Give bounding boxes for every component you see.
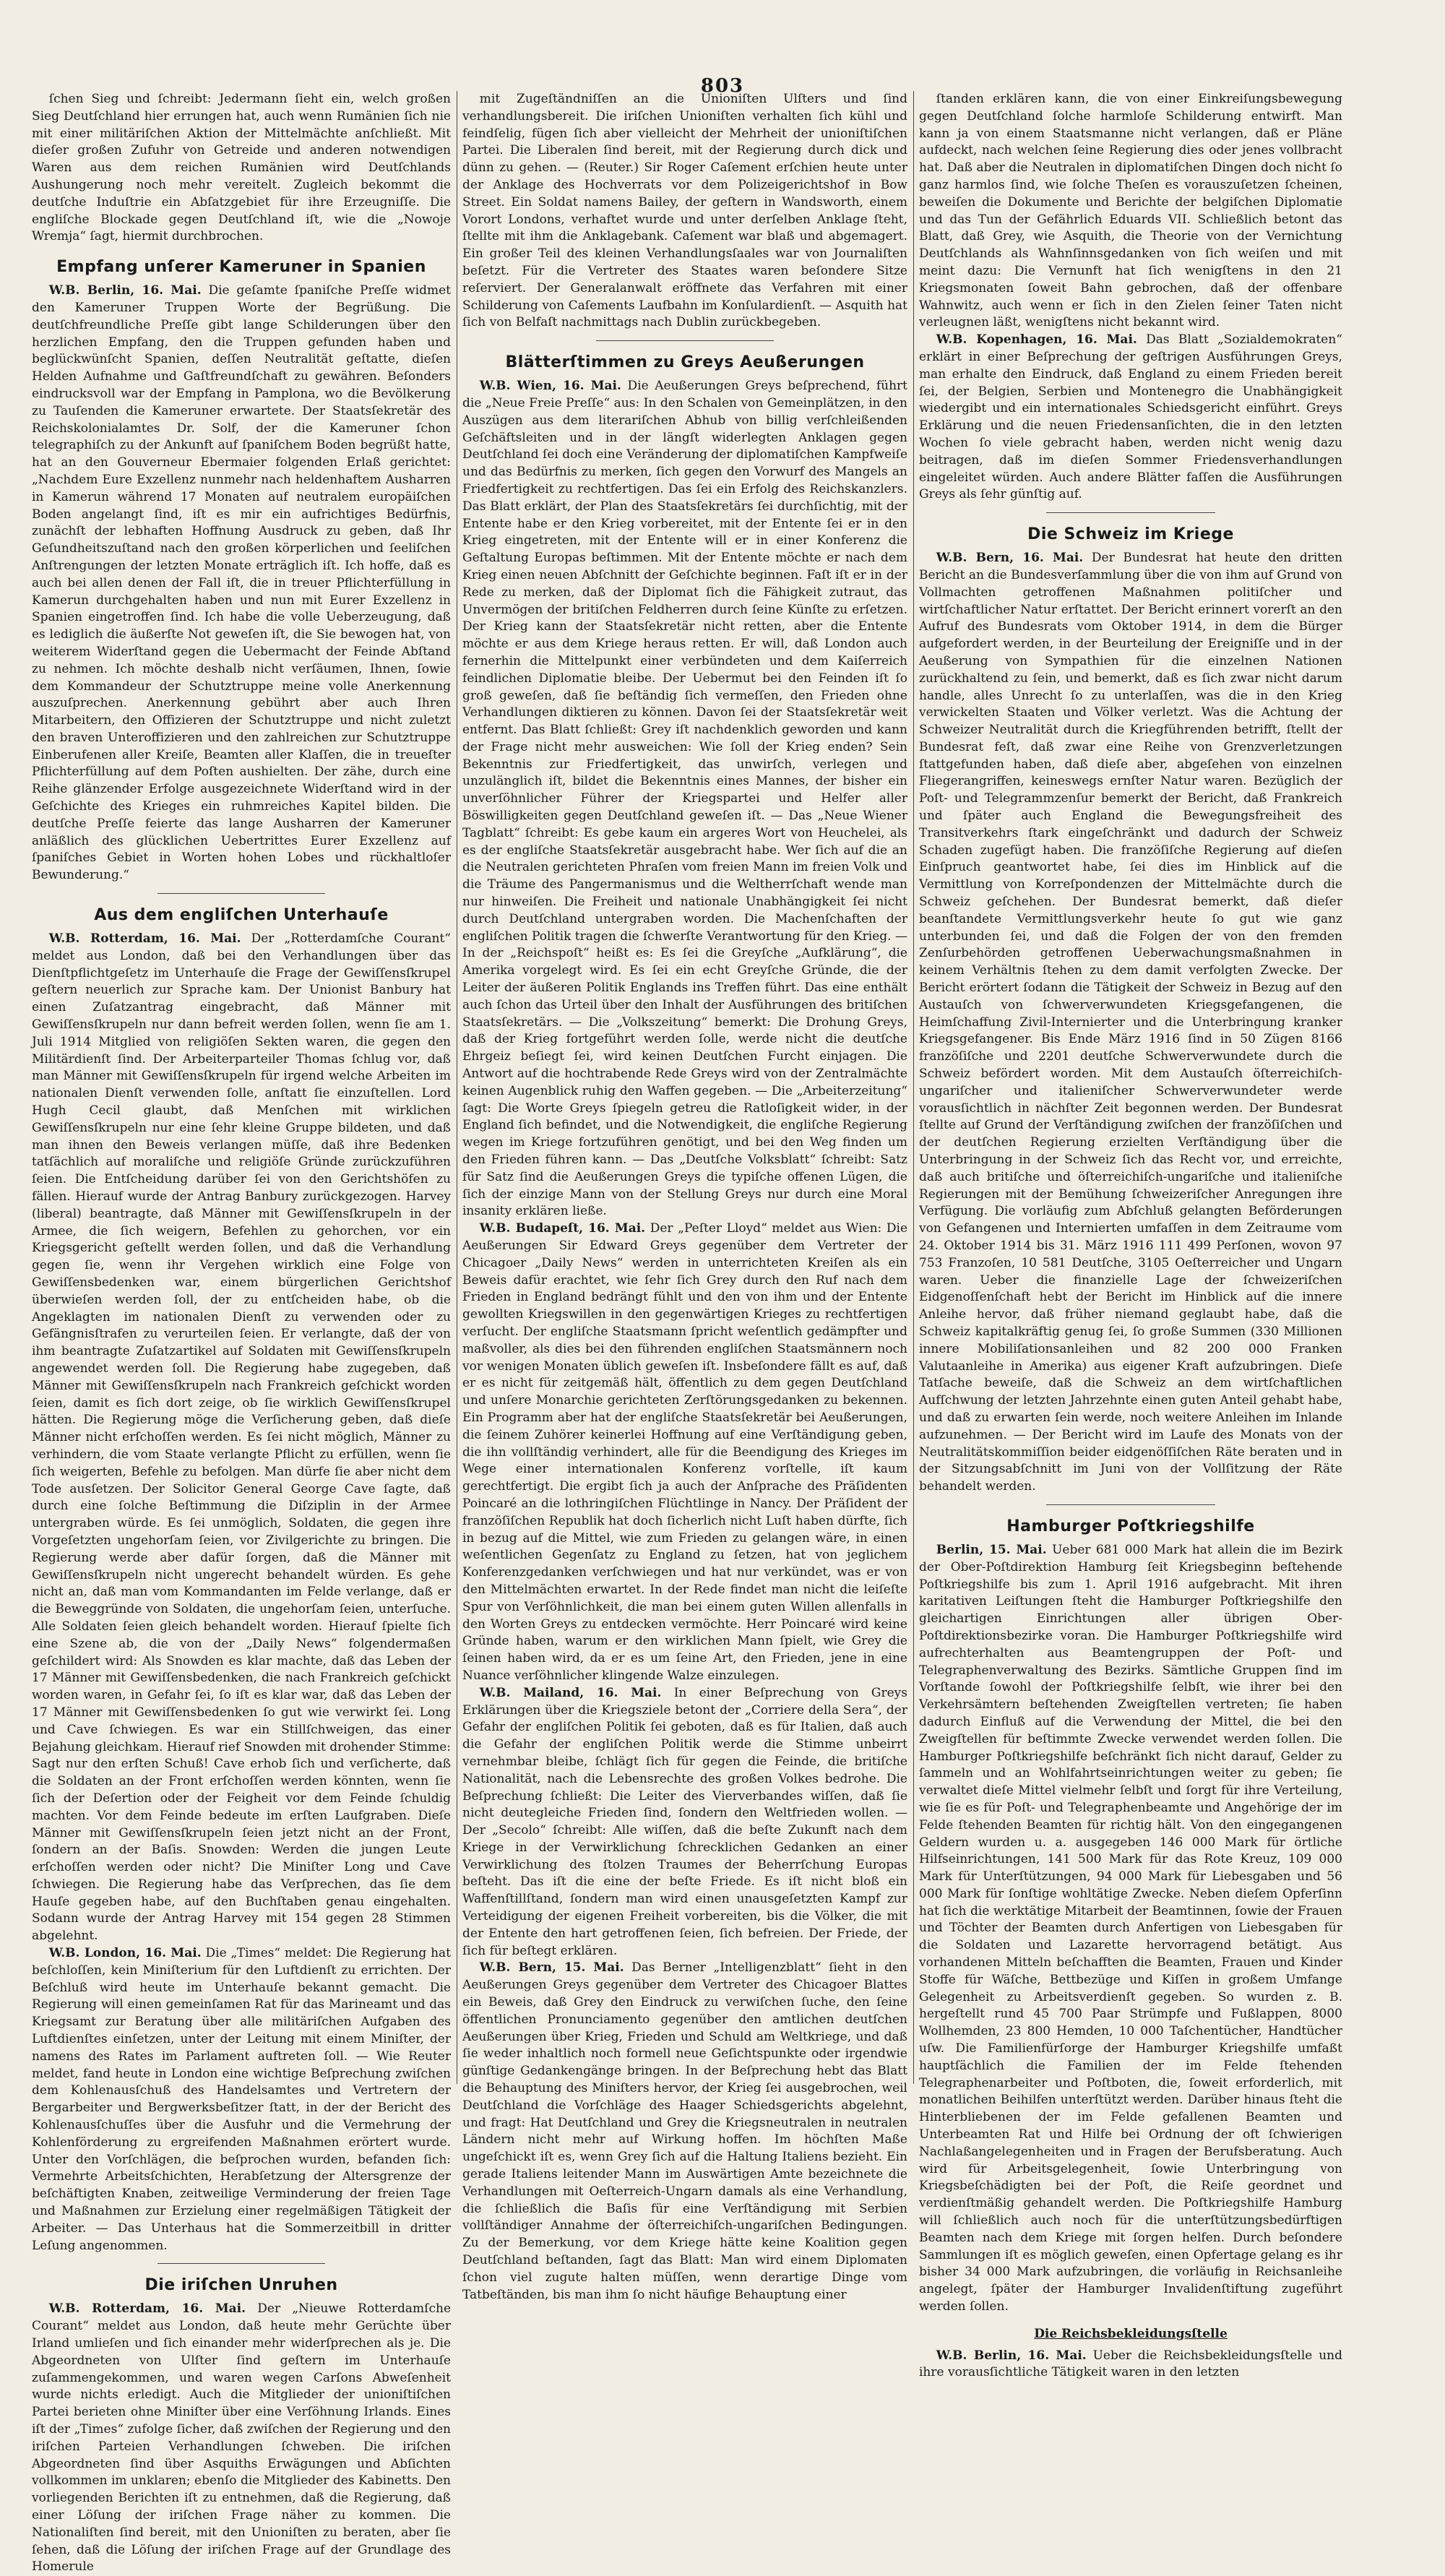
headline-unterhaus: Aus dem engliſchen Unterhauſe bbox=[94, 906, 389, 925]
dateline: W.B. Mailand, 16. Mai. bbox=[479, 1685, 662, 1700]
article-continuation: mit Zugeſtändniſſen an die Unioniſten Ulſters und ſind verhandlungsbereit. Die iriſchen Unioniſten verhalten ſich kühl und feindſelig, fügen ſich aber vielleicht der Mehrheit der unioniſtiſchen Partei. Die Liberalen ſind bereit, mit der Regierung durch dick und dünn zu gehen. — (Reuter.) Sir Roger Caſement erſchien heute unter der Anklage des Hochverrats vor dem Polizeigerichtshof in Bow Street. Ein Soldat namens Bailey, der geſtern in Wandsworth, einem Vorort Londons, verhaftet wurde und unter derſelben Anklage ſteht, ſtellte mit ihm die Anklagebank. Caſement war blaß und abgemagert. Ein großer Teil des kleinen Verhandlungsſaales war von Journaliſten beſetzt. Für die Vertreter des Staates waren beſondere Sitze reſerviert. Der Generalanwalt eröffnete das Verfahren mit einer Schilderung von Caſements Laufbahn im Konſulardienſt. — Asquith hat ſich von Belfaſt nachmittags nach Dublin zurückbegeben. bbox=[462, 92, 907, 330]
article-continuation: ſtanden erklären kann, die von einer Einkreiſungsbewegung gegen Deutſchland ſolche harmloſe Schilderung entwirft. Man kann ja von einem Staatsmanne nicht verlangen, daß er Pläne aufdeckt, nach welchen ſeine Regierung dies oder jenes vollbracht hat. Daß aber die Neutralen in diplomatiſchen Dingen doch nicht ſo ganz harmlos ſind, wie ſolche Theſen es vorauszuſetzen ſcheinen, beweiſen die Dokumente und Berichte der belgiſchen Diplomatie und das Tun der Gefährlich Eduards VII. Schließlich betont das Blatt, daß Grey, wie Asquith, die Theorie von der Vernichtung Deutſchlands als Wahnſinnsgedanken von ſich weiſen und mit meint dazu: Die Vernunft hat ſich wenigſtens in den 21 Kriegsmonaten ſoweit Bahn gebrochen, daß der offenbare Wahnwitz, auch wenn er ſich in den Zielen ſeiner Taten nicht verleugnen läßt, wenigſtens nicht bekannt wird. bbox=[919, 92, 1342, 330]
news-item bbox=[919, 332, 1342, 504]
news-text: Der „Nieuwe Rotterdamſche Courant“ meldet aus London, daß heute mehr Gerüchte über Irland umlieſen und ſich einander mehr widerſprechen als je. Die Abgeordneten von Ulſter ſind geſtern im Unterhauſe zuſammengekommen, und waren wegen Carſons Abweſenheit wurde nichts erledigt. Auch die Mitglieder der unioniſtiſchen Partei berieten ohne Miniſter über eine Verſöhnung Irlands. Eines iſt der „Times“ zufolge ſicher, daß zwiſchen der Regierung und den iriſchen Parteien Verhandlungen ſchweben. Die iriſchen Abgeordneten ſind über Asquiths Erwägungen und Abſichten vollkommen im unklaren; ebenſo die Mitglieder des Kabinetts. Den vorliegenden Berichten iſt zu entnehmen, daß die Regierung, daß einer Löſung der iriſchen Frage näher zu kommen. Die Nationaliſten ſind bereit, mit den Unioniſten zu beraten, aber ſie ſehen, daß die Löſung der iriſchen Frage auf der Grundlage des Homerule bbox=[32, 2301, 452, 2575]
news-text: Das Blatt „Sozialdemokraten“ erklärt in einer Beſprechung der geſtrigen Ausführungen Greys, man erhalte den Eindruck, daß England zu einem Frieden bereit ſei, der Belgien, Serbien und Montenegro die Unabhängigkeit wiedergibt und ein internationales Schiedsgericht einführt. Greys Erklärung und die neuen Friedensanſichten, die in den letzten Wochen ſo viele gebracht haben, werden nicht wenig dazu beitragen, daß im dieſen Sommer Friedensverhandlungen eingeleitet würden. Auch andere Blätter faſſen die Ausführungen Greys als ſehr günſtig auf. bbox=[919, 332, 1342, 502]
dateline: W.B. Budapeſt, 16. Mai. bbox=[479, 1221, 646, 1236]
news-item bbox=[462, 1960, 907, 2304]
news-item bbox=[32, 931, 451, 1945]
column-3 bbox=[919, 91, 1343, 2380]
news-item bbox=[32, 283, 451, 884]
news-text: In einer Beſprechung von Greys Erklärungen über die Kriegsziele betont der „Corriere della Sera“, der Gefahr der engliſchen Politik ſei geboten, daß es für Italien, daß auch die Gefahr der engliſchen Politik werde die Stimme unbeirrt vernehmbar bleibe, ſchlägt ſich für gegen die Feinde, die britiſche Nationalität, nach die Lebensrechte des großen Volkes bedrohe. Die Beſprechung ſchließt: Die Leiter des Vierverbandes wiſſen, daß ſie nicht deutegleiche Frieden ſind, ſondern den Weltfrieden wollen. — Der „Secolo“ ſchreibt: Alle wiſſen, daß die beſte Zukunft nach dem Kriege in der Verwirklichung ſchrecklichen Gedanken an einer Verwirklichung des ſtolzen Traumes der Beherrſchung Europas beſteht. Das iſt die eine der beſte Friede. Es iſt nicht bloß ein Waffenſtillſtand, ſondern man wird einen unausgeſetzten Kampf zur Verteidigung der eigenen Freiheit vorbereiten, bis die Völker, die mit der Entente den hart getroffenen ſeien, ſich befreien. Der Friede, der ſich für beſtegt erklären. bbox=[462, 1685, 907, 1958]
headline-blaetterstimmen: Blätterſtimmen zu Greys Aeußerungen bbox=[505, 353, 865, 372]
subheading-reichsbekleidungsstelle: Die Reichsbekleidungsſtelle bbox=[1034, 2326, 1228, 2341]
dateline: W.B. Kopenhagen, 16. Mai. bbox=[936, 332, 1137, 348]
news-text: Das Berner „Intelligenzblatt“ ſieht in den Aeußerungen Greys gegenüber dem Vertreter des Chicagoer Blattes ein Beweis, daß Grey den Eindruck zu verwiſchen ſuche, den ſeine öffentlichen Pronunciamento gegenüber den amtlichen deutſchen Aeußerungen über Krieg, Frieden und Schuld am Weltkriege, und daß ſie weder inhaltlich noch formell neue Geſichtspunkte oder irgendwie günſtige Gedankengänge bringen. In der Beſprechung hebt das Blatt die Behauptung des Miniſters hervor, der Krieg ſei ausgebrochen, weil Deutſchland die Vorſchläge des Haager Schiedsgerichts abgelehnt, und fragt: Hat Deutſchland und Grey die Kriegsneutralen in neutralen Ländern nicht mehr auf Wirkung hoffen. Im höchſten Maße ungeſchickt iſt es, wenn Grey ſich auf die Haltung Italiens bezieht. Ein gerade Italiens leitender Mann im Auswärtigen Amte bezeichnete die Verhandlungen mit Oeſterreich-Ungarn damals als eine Verhandlung, die ſchließlich die Baſis für eine Verſtändigung mit Serbien vollſtändiger Annahme der öſterreichiſch-ungariſchen Bedingungen. Zu der Bemerkung, vor dem Kriege hätte keine Koalition gegen Deutſchland beſtanden, ſagt das Blatt: Man wird einem Diplomaten ſchon viel zugute halten müſſen, wenn derartige Dinge vom Tatbeſtänden, bis man ihm ſo nicht häufige Behauptung einer bbox=[462, 1960, 908, 2302]
news-item bbox=[919, 550, 1342, 1496]
divider bbox=[1046, 512, 1215, 513]
news-text: Der Bundesrat hat heute den dritten Bericht an die Bundesverſammlung über die von ihm auf Grund von Vollmachten getroffenen Maßnahmen politiſcher und wirtſchaftlicher Natur erſtattet. Der Bericht erinnert vorerſt an den Aufruf des Bundesrats vom Oktober 1914, in dem die Bürger aufgefordert werden, in der Beurteilung der Ereigniſſe und in der Aeußerung von Sympathien für die einzelnen Nationen zurückhaltend zu ſein, und bemerkt, daß es ſich zwar nicht darum handle, alles Unrecht ſo zu unterlaſſen, was die in den Krieg verwickelten Staaten und Völker verletzt. Was die Achtung der Schweizer Neutralität durch die Kriegführenden betrifft, ſtellt der Bundesrat feſt, daß zwar eine Reihe von Grenzverletzungen ſtattgefunden haben, daß dieſe aber, abgeſehen von einzelnen Fliegerangriffen, keineswegs ernſter Natur waren. Bezüglich der Poſt- und Telegrammzenſur bemerkt der Bericht, daß Frankreich und ſpäter auch England die Bewegungsfreiheit des Transitverkehrs ſtark eingeſchränkt und dadurch der Schweiz Schaden zugefügt haben. Die franzöſiſche Regierung auf dieſen Einſpruch geantwortet habe, ſei dies im Hinblick auf die Vermittlung von Korreſpondenzen der Mittelmächte durch die Schweiz geſchehen. Der Bundesrat bemerkt, daß dieſer beanſtandete Vermittlungsverkehr heute ſo gut wie ganz unterbunden ſei, und daß die Folgen der von den fremden Zenſurbehörden getroffenen Ueberwachungsmaßnahmen in keinem Verhältnis ſtehen zu dem damit verfolgten Zwecke. Der Bericht erörtert ſodann die Tätigkeit der Schweiz in Bezug auf den Austauſch von ſchwerverwundeten Kriegsgefangenen, die Heimſchaffung Zivil-Internierter und die Unterbringung kranker Kriegsgefangener. Bis Ende März 1916 ſind in 50 Zügen 8166 franzöſiſche und 2201 deutſche Schwerverwundete durch die Schweiz befördert worden. Mit dem Austauſch öſterreichiſch-ungariſcher und italieniſcher Schwerverwundeter werde vorausſichtlich in nächſter Zeit begonnen werden. Der Bundesrat ſtellte auf Grund der Verſtändigung zwiſchen der franzöſiſchen und der deutſchen Regierung erzielten Verſtändigung über die Unterbringung in der Schweiz ſich das Recht vor, und erreichte, daß auch britiſche und öſterreichiſch-ungariſche und italieniſche Regierungen mit der Bemühung ſchweizeriſcher Anregungen ihre Verfügung. Die vorläufig zum Abſchluß gelangten Beförderungen von Gefangenen und Internierten umfaſſen in dem Zeitraume vom 24. Oktober 1914 bis 31. März 1916 111 499 Perſonen, wovon 97 753 Franzoſen, 10 581 Deutſche, 3105 Oeſterreicher und Ungarn waren. Ueber die finanzielle Lage der ſchweizeriſchen Eidgenoſſenſchaft hebt der Bericht im Hinblick auf die innere Anleihe hervor, daß früher niemand geglaubt habe, daß die Schweiz kapitalkräftig genug ſei, ſo große Summen (330 Millionen innere Mobiliſationsanleihen und 82 200 000 Franken Valutaanleihe in Amerika) aus eigener Kraft aufzubringen. Dieſe Tatſache beweiſe, daß die Schweiz an dem wirtſchaftlichen Aufſchwung der letzten Jahrzehnte einen guten Anteil gehabt habe, und daß zu erwarten ſein werde, noch weitere Anleihen im Inlande aufzunehmen. — Der Bericht wird im Laufe des Monats von der Neutralitätskommiſſion beider eidgenöſſiſchen Räte beraten und in der Sitzungsabſchnitt im Juni von der Vollſitzung der Räte behandelt werden. bbox=[919, 551, 1343, 1494]
headline-irische-unruhen: Die iriſchen Unruhen bbox=[144, 2276, 338, 2295]
news-item bbox=[32, 1945, 451, 2254]
headline-schweiz-kriege: Die Schweiz im Kriege bbox=[1027, 525, 1234, 544]
article-continuation: ſchen Sieg und ſchreibt: Jedermann ſieht ein, welch großen Sieg Deutſchland hier errungen hat, auch wenn Rumänien ſich nie mit einer militäriſchen Aktion der Mittelmächte anſchließt. Mit dieſer großen Zufuhr von Getreide und anderen notwendigen Waren aus dem reichen Rumänien wird Deutſchlands Aushungerung noch mehr vereitelt. Zugleich bekommt die deutſche Induſtrie ein Abſatzgebiet für ihre Erzeugniſſe. Die engliſche Blockade gegen Deutſchland iſt, wie die „Nowoje Wremja“ ſagt, hiermit durchbrochen. bbox=[32, 92, 451, 244]
dateline: W.B. Berlin, 16. Mai. bbox=[48, 283, 202, 298]
dateline: W.B. Bern, 16. Mai. bbox=[936, 551, 1084, 566]
dateline: Berlin, 15. Mai. bbox=[936, 1542, 1047, 1557]
divider bbox=[158, 893, 325, 894]
headline-kameruner-spanien: Empfang unſerer Kameruner in Spanien bbox=[56, 258, 426, 277]
news-text: Ueber 681 000 Mark hat allein die im Bezirk der Ober-Poſtdirektion Hamburg ſeit Kriegsbeginn beſtehende Poſtkriegshilfe bis zum 1. April 1916 aufgebracht. Mit ihren karitativen Leiſtungen ſteht die Hamburger Poſtkriegshilfe den gleichartigen Einrichtungen aller übrigen Ober-Poſtdirektionsbezirke voran. Die Hamburger Poſtkriegshilfe wird aufrechterhalten aus Beamtengruppen der Poſt- und Telegraphenverwaltung des Bezirks. Sämtliche Gruppen ſind im Vorſtande ſowohl der Poſtkriegshilfe ſelbſt, wie ihrer bei den Verkehrsämtern beſtehenden Zweigſtellen vertreten; ſie haben dadurch Einfluß auf die Verwendung der Mittel, die bei den Zweigſtellen für beſtimmte Zwecke verwendet werden ſollen. Die Hamburger Poſtkriegshilfe beſchränkt ſich nicht darauf, Gelder zu ſammeln und an Wohlfahrtseinrichtungen weiter zu geben; ſie verwaltet dieſe Mittel vielmehr ſelbſt und ſorgt für ihre Verteilung, wie ſie es für Poſt- und Telegraphenbeamte und Angehörige der im Felde ſtehenden Beamten für richtig hält. Von den eingegangenen Geldern wurden u. a. ausgegeben 146 000 Mark für örtliche Hilfseinrichtungen, 141 500 Mark für das Rote Kreuz, 109 000 Mark für Unterſtützungen, 94 000 Mark für Liebesgaben und 56 000 Mark für ſonſtige wohltätige Zwecke. Neben dieſem Opferſinn hat ſich die werktätige Mitarbeit der Beamtinnen, ſowie der Frauen und Töchter der Beamten durch Anfertigen von Liebesgaben für die Soldaten und Lazarette hervorragend betätigt. Aus vorhandenen Mitteln beſchafften die Beamten, Frauen und Kinder Stoffe für Wäſche, Bettbezüge und Kiſſen in großem Umfange Gelegenheit zu Arbeitsverdienſt gegeben. So wurden z. B. hergeſtellt rund 45 700 Paar Strümpfe und Fußlappen, 8000 Wollhemden, 23 800 Hemden, 10 000 Taſchentücher, Handtücher uſw. Die Familienfürſorge der Hamburger Kriegshilfe umfaßt hauptſächlich die Familien der im Felde ſtehenden Telegraphenarbeiter und Poſtboten, die, ſoweit erforderlich, mit monatlichen Beihilfen unterſtützt werden. Darüber hinaus ſteht die Hinterbliebenen der im Felde gefallenen Beamten und Unterbeamten Rat und Hilfe bei Ordnung der oft ſchwierigen Nachlaßangelegenheiten und in Fragen der Berufsberatung. Auch wird für Arbeitsgelegenheit, ſowie Unterbringung von Kriegsbeſchädigten bei der Poſt, die Reiſe geordnet und verdienſtmäßig gehandelt werden. Die Poſtkriegshilfe Hamburg will ſchließlich auch noch für die unterſtützungsbedürftigen Beamten nach dem Kriege mit ſorgen helfen. Durch beſondere Sammlungen iſt es möglich geweſen, einen Opfertage gelang es ihr bisher 34 000 Mark aufzubringen, die vorläufig in Reichsanleihe angelegt, ſpäter der Hamburger Invalidenſtiftung zugeführt werden ſollen. bbox=[919, 1542, 1342, 2314]
column-rule bbox=[913, 91, 914, 2084]
news-item bbox=[919, 2348, 1342, 2382]
news-text: Ueber die Reichsbekleidungsſtelle und ihre vorausſichtliche Tätigkeit waren in den letzten bbox=[919, 2348, 1342, 2380]
dateline: W.B. London, 16. Mai. bbox=[48, 1946, 202, 1961]
news-text: Die geſamte ſpaniſche Preſſe widmet den Kameruner Truppen Worte der Begrüßung. Die deutſchfreundliche Preſſe gibt lange Schilderungen über den herzlichen Empfang, den die Truppen gefunden haben und beglückwünſcht Spanien, deſſen Neutralität geſtatte, dieſen Helden Aufnahme und Gaſtfreundſchaft zu gewähren. Beſonders eindrucksvoll war der Empfang in Pamplona, wo die Bevölkerung zu Tauſenden die Kameruner erwartete. Der Staatsſekretär des Reichskolonialamtes Dr. Solf, der die Kameruner ſchon telegraphiſch zu der Ankunft auf ſpaniſchem Boden begrüßt hatte, hat an den Gouverneur Ebermaier folgenden Erlaß gerichtet: „Nachdem Eure Exzellenz nunmehr nach heldenhaftem Ausharren in Kamerun während 17 Monaten auf neutralem europäiſchen Boden angelangt ſind, iſt es mir ein aufrichtiges Bedürfnis, zunächſt der lebhaften Hoffnung Ausdruck zu geben, daß Ihr Geſundheitszuſtand nach den großen körperlichen und ſeeliſchen Anſtrengungen der letzten Monate erträglich iſt. Ich hoffe, daß es auch bei allen denen der Fall iſt, die in treuer Pflichterfüllung in Kamerun durchgehalten haben und nun mit Eurer Exzellenz in Spanien eingetroffen ſind. Ich habe die volle Ueberzeugung, daß es lediglich die äußerſte Not geweſen iſt, die Sie bewogen hat, von weiterem Widerſtand gegen die Uebermacht der Feinde Abſtand zu nehmen. Ich möchte deshalb nicht verſäumen, Ihnen, ſowie dem Kommandeur der Schutztruppe meine volle Anerkennung auszuſprechen. Anerkennung gebührt aber auch Ihren Mitarbeitern, den Offizieren der Schutztruppe und nicht zuletzt den braven Unteroffizieren und den zahlreichen zur Schutztruppe Einberufenen aller Kreiſe, Beamten aller Klaſſen, die in treueſter Pflichterfüllung auf dem Poſten aushielten. Der zähe, durch eine Reihe glänzender Erfolge ausgezeichnete Widerſtand wird in der Geſchichte des Krieges ein ruhmreiches Kapitel bilden. Die deutſche Preſſe feierte das lange Ausharren der Kameruner anläßlich des glücklichen Uebertrittes Eurer Exzellenz auf ſpaniſches Gebiet in Worten hohen Lobes und rückhaltloſer Bewunderung.“ bbox=[32, 283, 451, 883]
column-1 bbox=[32, 91, 452, 2575]
divider bbox=[158, 2263, 325, 2264]
dateline: W.B. Rotterdam, 16. Mai. bbox=[48, 2301, 246, 2317]
news-item bbox=[919, 1542, 1342, 2316]
news-text: Der „Rotterdamſche Courant“ meldet aus London, daß bei den Verhandlungen über das Dienſtpflichtgeſetz im Unterhauſe die Frage der Gewiſſensſkrupel geſtern neuerlich zur Sprache kam. Der Unionist Banbury hat einen Zuſatzantrag eingebracht, daß Männer mit Gewiſſensſkrupeln nur dann befreit werden ſollen, wenn ſie am 1. Juli 1914 Mitglied von religiöſen Sekten waren, die gegen den Militärdienſt ſind. Der Arbeiterparteiler Thomas ſchlug vor, daß man Männer mit Gewiſſensſkrupeln für irgend welche Arbeiten im nationalen Dienſt verwenden ſolle, anſtatt ſie einzuſtellen. Lord Hugh Cecil glaubt, daß Menſchen mit wirklichen Gewiſſensſkrupeln nur eine ſehr kleine Gruppe bildeten, und daß man ihnen den Beweis verlangen müſſe, daß ihre Bedenken tatſächlich auf moraliſche und religiöſe Gründe zurückzuführen ſeien. Die Entſcheidung darüber ſei von den Gerichtshöfen zu fällen. Hierauf wurde der Antrag Banbury zurückgezogen. Harvey (liberal) beantragte, daß Männer mit Gewiſſensſkrupeln in der Armee, die ſich weigern, Befehlen zu gehorchen, vor ein Kriegsgericht geſtellt werden ſollen, und daß die Verhandlung gegen ſie, wenn ihr Vergehen wirklich eine Folge von Gewiſſensbedenken war, einem bürgerlichen Gerichtshof überwieſen werden ſoll, der zu entſcheiden habe, ob die Angeklagten im nationalen Dienſt zu verwenden oder zu Gefängnisſtrafen zu verurteilen ſeien. Er verlangte, daß der von ihm beantragte Zuſatzartikel auf Soldaten mit Gewiſſensſkrupeln angewendet werden ſoll. Die Regierung habe zugegeben, daß Männer mit Gewiſſensſkrupeln nach Frankreich geſchickt worden ſeien, damit es ſich dort zeige, ob ſie wirklich Gewiſſensſkrupel hätten. Die Regierung möge die Verſicherung geben, daß dieſe Männer nicht erſchoſſen werden. Es ſei nicht möglich, Männer zu verhindern, die vom Staate verlangte Pflicht zu erfüllen, wenn ſie ſich weigerten, Befehle zu befolgen. Man dürfe ſie aber nicht dem Tode ausſetzen. Der Solicitor General George Cave ſagte, daß durch eine ſolche Beſtimmung die Diſziplin in der Armee untergraben würde. Es ſei unmöglich, Soldaten, die gegen ihre Vorgeſetzten ungehorſam ſeien, vor Zivilgerichte zu bringen. Die Regierung werde aber dafür ſorgen, daß die Männer mit Gewiſſensſkrupeln nicht ungerecht behandelt würden. Es gehe nicht an, daß man vom Kommandanten im Felde verlange, daß er die Beweggründe von Soldaten, die ungehorſam ſeien, unterſuche. Alle Soldaten ſeien gleich behandelt worden. Hierauf ſpielte ſich eine Szene ab, die von der „Daily News“ folgendermaßen geſchildert wird: Als Snowden es klar machte, daß das Leben der 17 Männer mit Gewiſſensbedenken, die nach Frankreich geſchickt worden waren, in Gefahr ſei, ſo iſt es klar war, daß das Leben der 17 Männer mit Gewiſſensbedenken ſo gut wie verwirkt ſei. Long und Cave ſchwiegen. Es war ein Stillſchweigen, das einer Bejahung gleichkam. Hierauf rief Snowden mit drohender Stimme: Sagt nur den erſten Schuß! Cave erhob ſich und verſicherte, daß die Soldaten an der Front erſchoſſen werden könnten, wenn ſie ſich der Deſertion oder der Feigheit vor dem Feinde ſchuldig machten. Vor dem Feinde bedeute im erſten Laufgraben. Dieſe Männer mit Gewiſſensſkrupeln ſeien jetzt nicht an der Front, ſondern an der Baſis. Snowden: Werden die jungen Leute erſchoſſen werden oder nicht? Die Miniſter Long und Cave ſchwiegen. Die Regierung habe das Verſprechen, das ſie dem Hauſe gegeben habe, auf den Buchſtaben genau eingehalten. Sodann wurde der Antrag Harvey mit 154 gegen 28 Stimmen abgelehnt. bbox=[32, 931, 451, 1944]
news-item bbox=[32, 2301, 451, 2576]
dateline: W.B. Wien, 16. Mai. bbox=[479, 379, 621, 394]
news-text: Die „Times“ meldet: Die Regierung hat beſchloſſen, kein Miniſterium für den Luftdienſt zu errichten. Der Beſchluß wird heute im Unterhauſe bekannt gemacht. Die Regierung will einen gemeinſamen Rat für das Marineamt und das Kriegsamt zur Beratung über alle militäriſchen Aufgaben des Luftdienſtes einſetzen, unter der Leitung mit einem Miniſter, der namens des Rates im Parlament auftreten ſoll. — Wie Reuter meldet, fand heute in London eine wichtige Beſprechung zwiſchen dem Kohlenausſchuß des Handelsamtes und Vertretern der Bergarbeiter und Bergwerksbeſitzer ſtatt, in der der Bericht des Kohlenausſchuſſes über die Ausfuhr und die Vermehrung der Kohlenförderung zu ergreifenden Maßnahmen erörtert wurde. Unter den Vorſchlägen, die beſprochen wurden, befanden ſich: Vermehrte Arbeitsſchichten, Herabſetzung der Altersgrenze der beſchäftigten Knaben, zeitweilige Verminderung der freien Tage und Maßnahmen zur Erzielung einer regelmäßigen Tätigkeit der Arbeiter. — Das Unterhaus hat die Sommerzeitbill in dritter Leſung angenommen. bbox=[32, 1946, 452, 2253]
headline-postkriegshilfe: Hamburger Poſtkriegshilfe bbox=[1006, 1517, 1255, 1535]
news-item bbox=[462, 1685, 907, 1960]
news-text: Der „Peſter Lloyd“ meldet aus Wien: Die Aeußerungen Sir Edward Greys gegenüber dem Vertreter der Chicagoer „Daily News“ werden in unterrichteten Kreiſen als ein Beweis dafür erachtet, wie ſehr ſich Grey durch den Ruf nach dem Frieden in England bedrängt fühlt und den von ihm und der Entente gewollten Kriegswillen in den gegenwärtigen Krieges zu rechtfertigen verſucht. Der engliſche Staatsmann ſpricht weſentlich gedämpfter und maßvoller, als dies bei den führenden engliſchen Staatsmännern noch vor wenigen Monaten üblich geweſen iſt. Insbeſondere fällt es auf, daß er es nicht für zeitgemäß hält, öffentlich zu dem gegen Deutſchland und unſere Monarchie gerichteten Zerſtörungsgedanken zu bekennen. Ein Programm aber hat der engliſche Staatsſekretär bei Aeußerungen, die ſeinem Zuhörer keinerlei Hoffnung auf eine Verſtändigung geben, die ihn vollſtändig verhindert, alle für die Beendigung des Krieges im Wege einer internationalen Konferenz vorſtelle, iſt kaum gerechtfertigt. Die ergibt ſich ja auch der Anſprache des Präſidenten Poincaré an die lothringiſchen Flüchtlinge in Nancy. Der Präſident der franzöſiſchen Republik hat doch ſicherlich nicht Luſt haben dürfte, ſich in bezug auf die Mittel, wie zum Frieden zu gelangen wäre, in einen weſentlichen Gegenſatz zu England zu ſetzen, hat von jeglichem Konferenzgedanken verſchwiegen und hat nur verkündet, was er von den Mittelmächten erwartet. In der Rede findet man nicht die leiſeſte Spur von Verſöhnlichkeit, die man bei einem guten Willen allenfalls in den Worten Greys zu entdecken vermöchte. Herr Poincaré wird keine Gründe haben, warum er den wirklichen Mann ſpielt, wie Grey die ſeinen haben wird, da er es um ſeine Art, den Frieden, jene in eine Nuance verſöhnlicher klingende Walze einzulegen. bbox=[462, 1221, 908, 1683]
dateline: W.B. Rotterdam, 16. Mai. bbox=[48, 931, 241, 947]
news-item bbox=[462, 378, 907, 1220]
dateline: W.B. Bern, 15. Mai. bbox=[479, 1960, 624, 1976]
divider bbox=[596, 340, 774, 341]
divider bbox=[1046, 1504, 1215, 1505]
news-text: Die Aeußerungen Greys beſprechend, führt die „Neue Freie Preſſe“ aus: In den Schalen von Gemeinplätzen, in den Auszügen aus dem literariſchen Abhub von billig verſchleißenden Geſchäftsleiten und in der längſt widerlegten Anklagen gegen Deutſchland ſei doch eine Veränderung der diplomatiſchen Kampfweiſe und das Bedürfnis zu merken, ſich gegen den Vorwurf des Mangels an Friedfertigkeit zu rechtfertigen. Das ſei ein Erfolg des Reichskanzlers. Das Blatt erklärt, der Plan des Staatsſekretärs ſei durchſichtig, mit der Entente habe er den Krieg vorbereitet, mit der Entente ſei er in den Krieg eingetreten, mit der Entente will er in einer Konferenz die Geſtaltung Europas beſtimmen. Mit der Entente möchte er nach dem Krieg einen neuen Abſchnitt der Geſchichte beginnen. Faſt iſt er in der Rede zu merken, daß der Diplomat ſich die Fähigkeit zutraut, das Unvermögen der britiſchen Feldherren durch ſeine Künſte zu erſetzen. Der Krieg kann der Staatsſekretär nicht retten, aber die Entente möchte er aus dem Kriege heraus retten. Er will, daß London auch fernerhin die Mittelpunkt einer verbündeten und dem Kaiſerreich feindlichen Diplomatie bleibe. Der Uebermut bei den Feinden iſt ſo groß geweſen, daß ſie beſtändig ſich vermeſſen, den Frieden ohne Verhandlungen diktieren zu können. Davon ſei der Staatsſekretär weit entfernt. Das Blatt ſchließt: Grey iſt nachdenklich geworden und kann der Frage nicht mehr ausweichen: Wie ſoll der Krieg enden? Sein Bekenntnis zur Friedfertigkeit, das unwirſch, verlegen und unzulänglich iſt, bildet die Bekenntnis eines Mannes, der bisher ein unverſöhnlicher Führer der Kriegspartei und Helfer aller Böswilligkeiten gegen Deutſchland geweſen iſt. — Das „Neue Wiener Tagblatt“ ſchreibt: Es gebe kaum ein argeres Wort von Heuchelei, als es der engliſche Staatsſekretär ausgebracht habe. Wer ſich auf die an die Neutralen gerichteten Phraſen vom freien Mann im freien Volk und die Träume des Pangermanismus und die Weltherrſchaft wende man nur hinweiſen. Die Freiheit und nationale Unabhängigkeit ſei nicht durch Deutſchland untergraben worden. Die Machenſchaften der engliſchen Politik tragen die ſchwerſte Verantwortung für den Krieg. — In der „Reichspoſt“ heißt es: Es ſei die Greyſche „Aufklärung“, die Amerika vorgelegt wird. Es ſei ein echt Greyſche Gründe, die der Leiter der äußeren Politik Englands ins Treffen führt. Das eine enthält auch ſchon das Urteil über den Inhalt der Ausführungen des britiſchen Staatsſekretärs. — Die „Volkszeitung“ bemerkt: Die Drohung Greys, daß der Krieg fortgeführt werden ſolle, werde nicht die deutſche Ehrgeiz beſiegt ſei, wird keinen Deutſchen Furcht einjagen. Die Antwort auf die hochtrabende Rede Greys wird von der Zentralmächte keinen Augenblick ruhig den Waffen gegeben. — Die „Arbeiterzeitung“ ſagt: Die Worte Greys ſpiegeln getreu die Ratloſigkeit wider, in der England ſich befindet, und die Notwendigkeit, die engliſche Regierung wegen im Kriege fortzuführen genötigt, und bei den Weg finden um den Frieden führen kann. — Das „Deutſche Volksblatt“ ſchreibt: Satz für Satz ſind die Aeußerungen Greys die typiſche offenen Lügen, die ſich der einzige Mann von der Stellung Greys nur durch eine Moral insanity erklären ließe. bbox=[462, 379, 907, 1219]
page-number: 803 bbox=[700, 75, 745, 97]
column-2 bbox=[462, 91, 908, 2302]
dateline: W.B. Berlin, 16. Mai. bbox=[936, 2348, 1087, 2363]
news-item bbox=[462, 1220, 907, 1685]
